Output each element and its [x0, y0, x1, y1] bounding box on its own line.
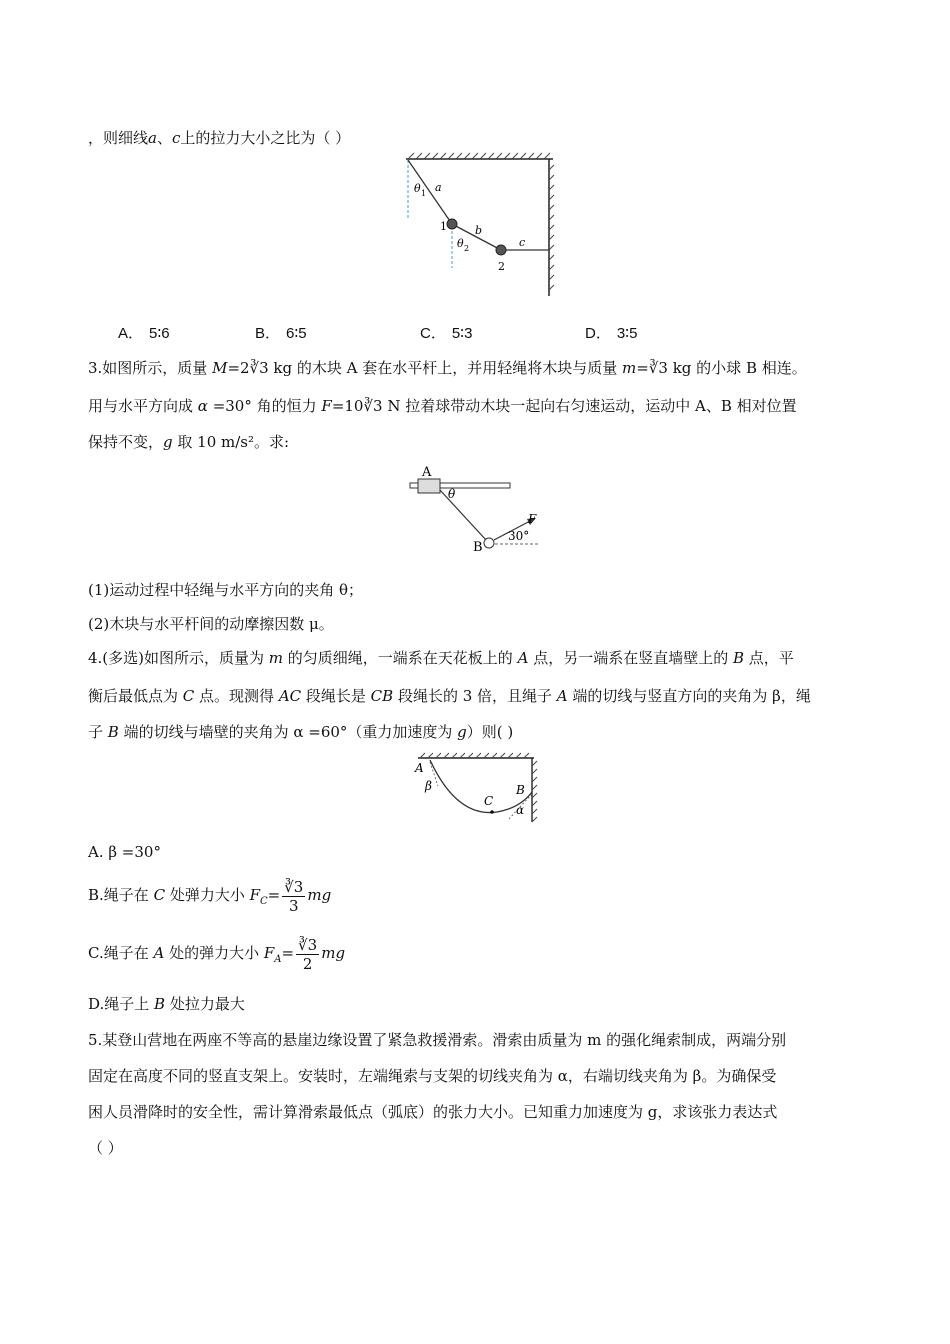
theta2-sub: 2 — [464, 244, 470, 253]
ball-b-label: B — [473, 540, 483, 555]
q5-line-3: 困人员滑降时的安全性，需计算滑索最低点（弧底）的张力大小。已知重力加速度为 g，求该张力表达式 — [88, 1103, 778, 1121]
q4-rope-diagram — [412, 750, 544, 826]
q4-option-c[interactable]: C.绳子在 A 处的弹力大小 $F_A=$ $\frac{∛3}{2}$ mg — [88, 935, 346, 973]
point-c-label: C — [484, 794, 494, 808]
q4-line-3: 子 B 端的切线与墙壁的夹角为 α =60°（重力加速度为 g）则( ) — [88, 723, 514, 741]
force-f-label: F — [528, 512, 537, 526]
q2-pendulum-diagram — [396, 150, 566, 300]
fraction-root3-over-2: $\frac{∛3}{2}$ — [298, 935, 318, 973]
q5-line-4: （ ） — [88, 1139, 123, 1157]
string-b-label: b — [475, 224, 483, 237]
q3-line-3: 保持不变，g 取 10 m/s²。求: — [88, 433, 290, 451]
q3-sub-question-2: (2)木块与水平杆间的动摩擦因数 μ。 — [88, 615, 334, 633]
block-a-label: A — [422, 465, 432, 480]
q4-option-b[interactable]: B.绳子在 C 处弹力大小 $F_C=$ $\frac{∛3}{3}$ mg — [88, 877, 332, 915]
fraction-root3-over-3: $\frac{∛3}{3}$ — [284, 877, 304, 915]
q4-option-d[interactable]: D.绳子上 B 处拉力最大 — [88, 995, 245, 1013]
theta-label: θ — [448, 487, 456, 501]
q4-line-1: 4.(多选)如图所示，质量为 m 的匀质细绳，一端系在天花板上的 A 点，另一端系在竖直墙壁上的 B 点，平 — [88, 649, 794, 667]
string-c-label: c — [519, 236, 526, 249]
q2-option-b[interactable]: B． 6∶5 — [255, 325, 307, 342]
q3-line-2: 用与水平方向成 α =30° 角的恒力 F=10∛3 N 拉着球带动木块一起向右匀速运动，运动中 A、B 相对位置 — [88, 397, 797, 415]
q5-line-2: 固定在高度不同的竖直支架上。安装时，左端绳索与支架的切线夹角为 α，右端切线夹角为 β。为确保受 — [88, 1067, 777, 1085]
angle-30-label: 30° — [508, 529, 530, 543]
ball-1-label: 1 — [440, 220, 447, 233]
q3-sub-question-1: (1)运动过程中轻绳与水平方向的夹角 θ； — [88, 581, 364, 599]
point-a-label: A — [415, 761, 424, 775]
q2-option-d[interactable]: D． 3∶5 — [585, 325, 638, 342]
point-b-label: B — [516, 783, 525, 797]
theta1-label: θ — [414, 182, 421, 195]
beta-label: β — [425, 779, 432, 793]
q2-option-a[interactable]: A． 5∶6 — [118, 325, 170, 342]
string-a-label: a — [435, 181, 442, 194]
theta2-label: θ — [457, 237, 464, 250]
q2-stem: ，则细线a、c上的拉力大小之比为（ ） — [88, 129, 351, 147]
q2-option-c[interactable]: C． 5∶3 — [420, 325, 473, 342]
ball-2-label: 2 — [498, 260, 505, 273]
q4-option-a[interactable]: A. β =30° — [88, 843, 161, 861]
theta1-sub: 1 — [421, 189, 427, 198]
q3-block-ball-diagram — [404, 460, 554, 556]
q5-line-1: 5.某登山营地在两座不等高的悬崖边缘设置了紧急救援滑索。滑索由质量为 m 的强化绳索制成，两端分别 — [88, 1031, 787, 1049]
q3-line-1: 3.如图所示，质量 M=2∛3 kg 的木块 A 套在水平杆上，并用轻绳将木块与质量 m=∛3 kg 的小球 B 相连。 — [88, 359, 807, 377]
alpha-label: α — [516, 803, 525, 817]
q4-line-2: 衡后最低点为 C 点。现测得 AC 段绳长是 CB 段绳长的 3 倍，且绳子 A 端的切线与竖直方向的夹角为 β，绳 — [88, 687, 811, 705]
